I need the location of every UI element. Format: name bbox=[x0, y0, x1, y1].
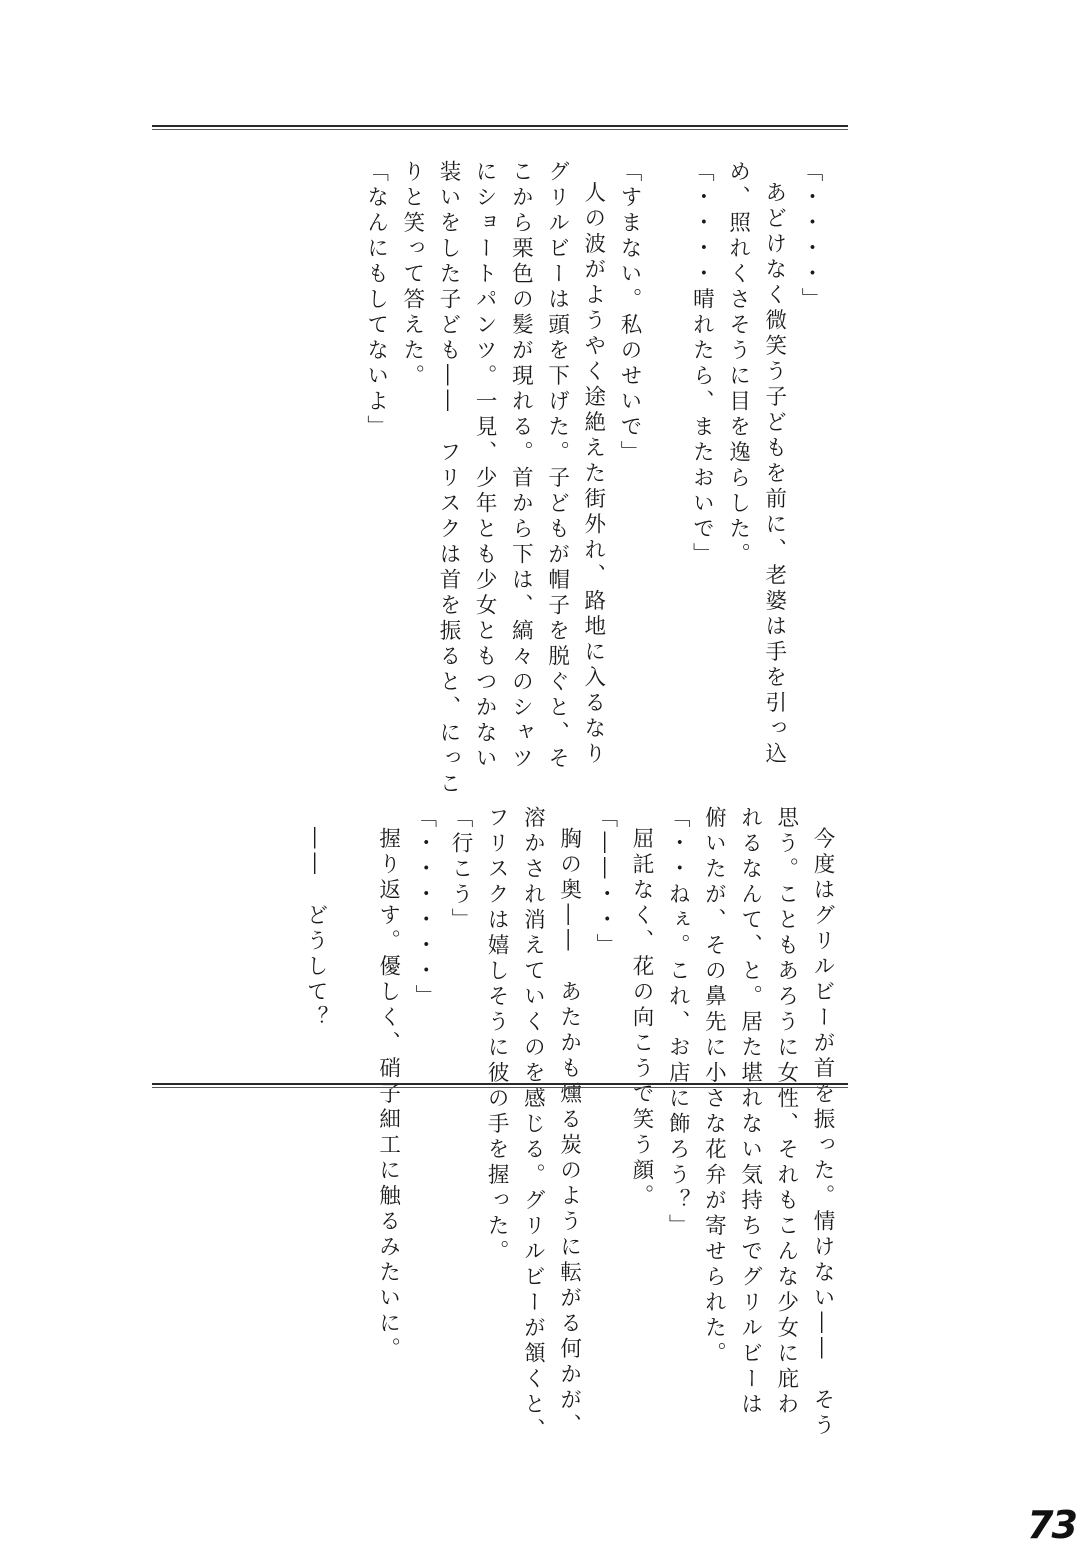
upper-text-block bbox=[357, 160, 828, 798]
page-number: 73 bbox=[1027, 1503, 1076, 1547]
text-line: 屈託なく、花の向こうで笑う顔。 bbox=[628, 827, 654, 1210]
text-line: れるなんて、と。居た堪れない気持ちでグリルビーは bbox=[737, 806, 763, 1418]
text-line: 「すまない。私のせいで」 bbox=[616, 160, 642, 466]
text-line: こから栗色の髪が現れる。首から下は、縞々のシャツ bbox=[508, 160, 534, 772]
text-line: 「――・・」 bbox=[592, 806, 618, 959]
text-line: にショートパンツ。一見、少年とも少女ともつかない bbox=[472, 160, 498, 772]
text-line: 胸の奥―― あたかも燻る炭のように転がる何かが、 bbox=[556, 827, 582, 1439]
text-line: 今度はグリルビーが首を振った。情けない―― そう bbox=[810, 827, 835, 1439]
text-line: 思う。こともあろうに女性、それもこんな少女に庇わ bbox=[773, 806, 799, 1418]
top-rule bbox=[152, 125, 848, 130]
text-line: 溶かされ消えていくのを感じる。グリルビーが頷くと、 bbox=[520, 806, 546, 1444]
text-line: 俯いたが、その鼻先に小さな花弁が寄せられた。 bbox=[701, 806, 727, 1367]
text-line: りと笑って答えた。 bbox=[399, 160, 425, 390]
text-line: あどけなく微笑う子どもを前に、老婆は手を引っ込 bbox=[761, 181, 787, 768]
text-line: 「なんにもしてないよ」 bbox=[363, 160, 389, 441]
bottom-rule bbox=[152, 1083, 848, 1088]
text-line: 「・・・・・・」 bbox=[411, 806, 437, 1010]
text-line: 「・・ねぇ。これ、お店に飾ろう？」 bbox=[665, 806, 691, 1240]
lower-text-block bbox=[297, 806, 840, 1444]
text-line: 「・・・・晴れたら、またおいで」 bbox=[689, 160, 715, 568]
text-line: フリスクは嬉しそうに彼の手を握った。 bbox=[484, 806, 510, 1265]
text-line: め、照れくさそうに目を逸らした。 bbox=[725, 160, 751, 568]
text-line: 装いをした子ども―― フリスクは首を振ると、にっこ bbox=[435, 160, 461, 798]
text-line: グリルビーは頭を下げた。子どもが帽子を脱ぐと、そ bbox=[544, 160, 570, 772]
text-line: 「行こう」 bbox=[447, 806, 473, 934]
text-line: 握り返す。優しく、硝子細工に触るみたいに。 bbox=[375, 827, 401, 1363]
text-line: 人の波がようやく途絶えた街外れ、路地に入るなり bbox=[580, 181, 606, 768]
text-line: ―― どうして？ bbox=[303, 827, 329, 1031]
text-line: 「・・・・」 bbox=[798, 160, 823, 313]
